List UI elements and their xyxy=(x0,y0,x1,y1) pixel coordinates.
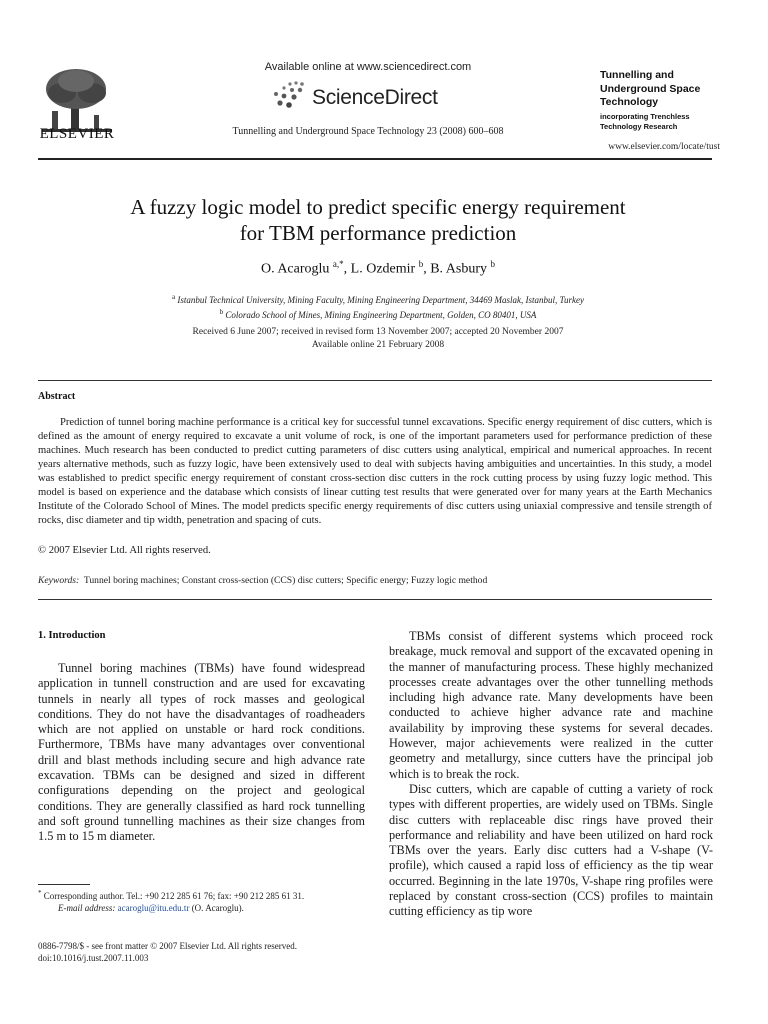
left-column xyxy=(38,661,365,845)
sciencedirect-wordmark: ScienceDirect xyxy=(312,86,438,109)
footnote-rule xyxy=(38,884,90,885)
journal-website-link[interactable]: www.elsevier.com/locate/tust xyxy=(608,142,720,152)
author-name: O. Acaroglu xyxy=(260,261,330,277)
issn-doi xyxy=(38,940,297,964)
article-history: Received 6 June 2007; received in revised form 13 November 2007; accepted 20 November 2007 Available online 21 February 2008 xyxy=(192,327,564,350)
corresponding-author-note: * Corresponding author. Tel.: +90 212 285 61 76; fax: +90 212 285 61 31. xyxy=(38,889,305,901)
keywords-label: Keywords: xyxy=(38,575,80,586)
email-link[interactable]: acaroglu@itu.edu.tr xyxy=(117,903,190,913)
issn-line: 0886-7798/$ - see front matter © 2007 Elsevier Ltd. All rights reserved. xyxy=(38,941,298,951)
body-paragraph: Tunnel boring machines (TBMs) have found widespread application in tunnell construction and are used for excavating tunnels in nearly all types of rock masses and geological conditions. They do not have the disadvantages of roadheaders which are not applied on unstable or hard rock conditions. Furthermore, TBMs have many advantages over conventional drill and blast methods including secure and high advance rate excavation. TBMs can be designed and sized in different configurations depending on the project and geological conditions. They are generally classified as hard rock tunnelling and soft ground tunnelling machines as their size changes from 1.5 m to 15 m diameter. xyxy=(38,661,365,844)
affiliation-line: $^a$ Istanbul Technical University, Mining Faculty, Mining Engineering Department, 34469 Maslak, Istanbul, Turkey xyxy=(172,293,584,305)
right-column xyxy=(389,629,713,920)
abstract-text: Prediction of tunnel boring machine performance is a critical key for successful tunnel excavations. Specific energy requirement of disc cutters, which is defined as the amount of energy required to excavate a unit volume of rock, is one of the important parameters used for performance prediction of these machines. Much research has been conducted to predict cutting parameters of disc cutters using analytical, empirical and numerical approaches. In recent years alternative methods, such as fuzzy logic, have been extensively used to deal with subjects having ambiguities and uncertainties. In this study, a model was established to predict specific energy requirement of constant cross-section disc cutters in the rock cutting process by using fuzzy logic method. This model is based on experience and the database which consists of linear cutting test results that were generated over for many years at the Earth Mechanics Institute of the Colorado School of Mines. The model predicts specific energy requirements of disc cutters using uniaxial compressive and tensile strength of rocks, disc diameter and tip width, penetration and spacing of cuts. xyxy=(38,417,712,526)
abstract-copyright: © 2007 Elsevier Ltd. All rights reserved. xyxy=(38,545,211,556)
body-paragraph: TBMs consist of different systems which proceed rock breakage, muck removal and support of the excavated opening in the manner of manufacturing process. These highly mechanized processes create advantages over the other tunnelling methods including high advance rate. Many developments have been conducted to achieve higher advance rate and machine availability by improving these systems for several decades. However, major achievements were realized in the cutter geometry and metallurgy, since cutters have the principal job which is to break the rock. xyxy=(389,629,713,781)
author-list: O. Acaroglu $^{a,*}$, L. Ozdemir $^b$, B. Asbury $^b$ xyxy=(260,259,495,277)
author-name: B. Asbury xyxy=(430,261,487,277)
author-name: L. Ozdemir xyxy=(350,261,416,277)
abstract-bottom-rule xyxy=(38,599,712,600)
article-title: A fuzzy logic model to predict specific energy requirement for TBM performance prediction xyxy=(130,195,626,245)
journal-title-box xyxy=(600,69,720,132)
author-affiliation-mark: b xyxy=(418,259,424,269)
abstract-heading: Abstract xyxy=(38,391,76,402)
available-online-link[interactable]: Available online at www.sciencedirect.com xyxy=(264,61,472,73)
publisher-name: ELSEVIER xyxy=(39,126,115,142)
sciencedirect-dots-icon xyxy=(268,80,312,110)
journal-box-title: Tunnelling and Underground Space Technology xyxy=(600,69,701,108)
affiliation-line: $^b$ Colorado School of Mines, Mining Engineering Department, Golden, CO 80401, USA xyxy=(219,308,537,320)
keywords-list: Tunnel boring machines; Constant cross-section (CCS) disc cutters; Specific energy; Fuzzy logic method xyxy=(83,575,488,586)
doi-line[interactable]: doi:10.1016/j.tust.2007.11.003 xyxy=(38,953,149,963)
author-affiliation-mark: a,* xyxy=(332,259,344,269)
abstract-top-rule xyxy=(38,380,712,381)
email-note: E-mail address: acaroglu@itu.edu.tr (O. Acaroglu). xyxy=(58,903,244,913)
section-heading: 1. Introduction xyxy=(38,630,106,641)
author-affiliation-mark: b xyxy=(490,259,495,269)
body-paragraph: Disc cutters, which are capable of cutting a variety of rock types with different properties, are widely used on TBMs. Single disc cutters with replaceable disc rings have proved their performance and reliability and have been utilized on hard rock TBMs over the years. Early disc cutters had a V-shape (V-profile), which caused a rapid loss of efficiency as the tip wear occurred. Beginning in the late 1970s, V-shape ring profiles were replaced by constant cross-section (CCS) profiles to maintain cutting efficiency as tip wore xyxy=(389,781,713,919)
journal-box-subtitle: incorporating Trenchless Technology Research xyxy=(600,111,690,131)
keywords xyxy=(38,575,487,586)
affiliations xyxy=(60,291,696,321)
footnote xyxy=(38,887,365,914)
journal-citation: Tunnelling and Underground Space Technology 23 (2008) 600–608 xyxy=(232,126,504,137)
sciencedirect-logo xyxy=(268,80,458,114)
header-rule xyxy=(38,158,712,160)
